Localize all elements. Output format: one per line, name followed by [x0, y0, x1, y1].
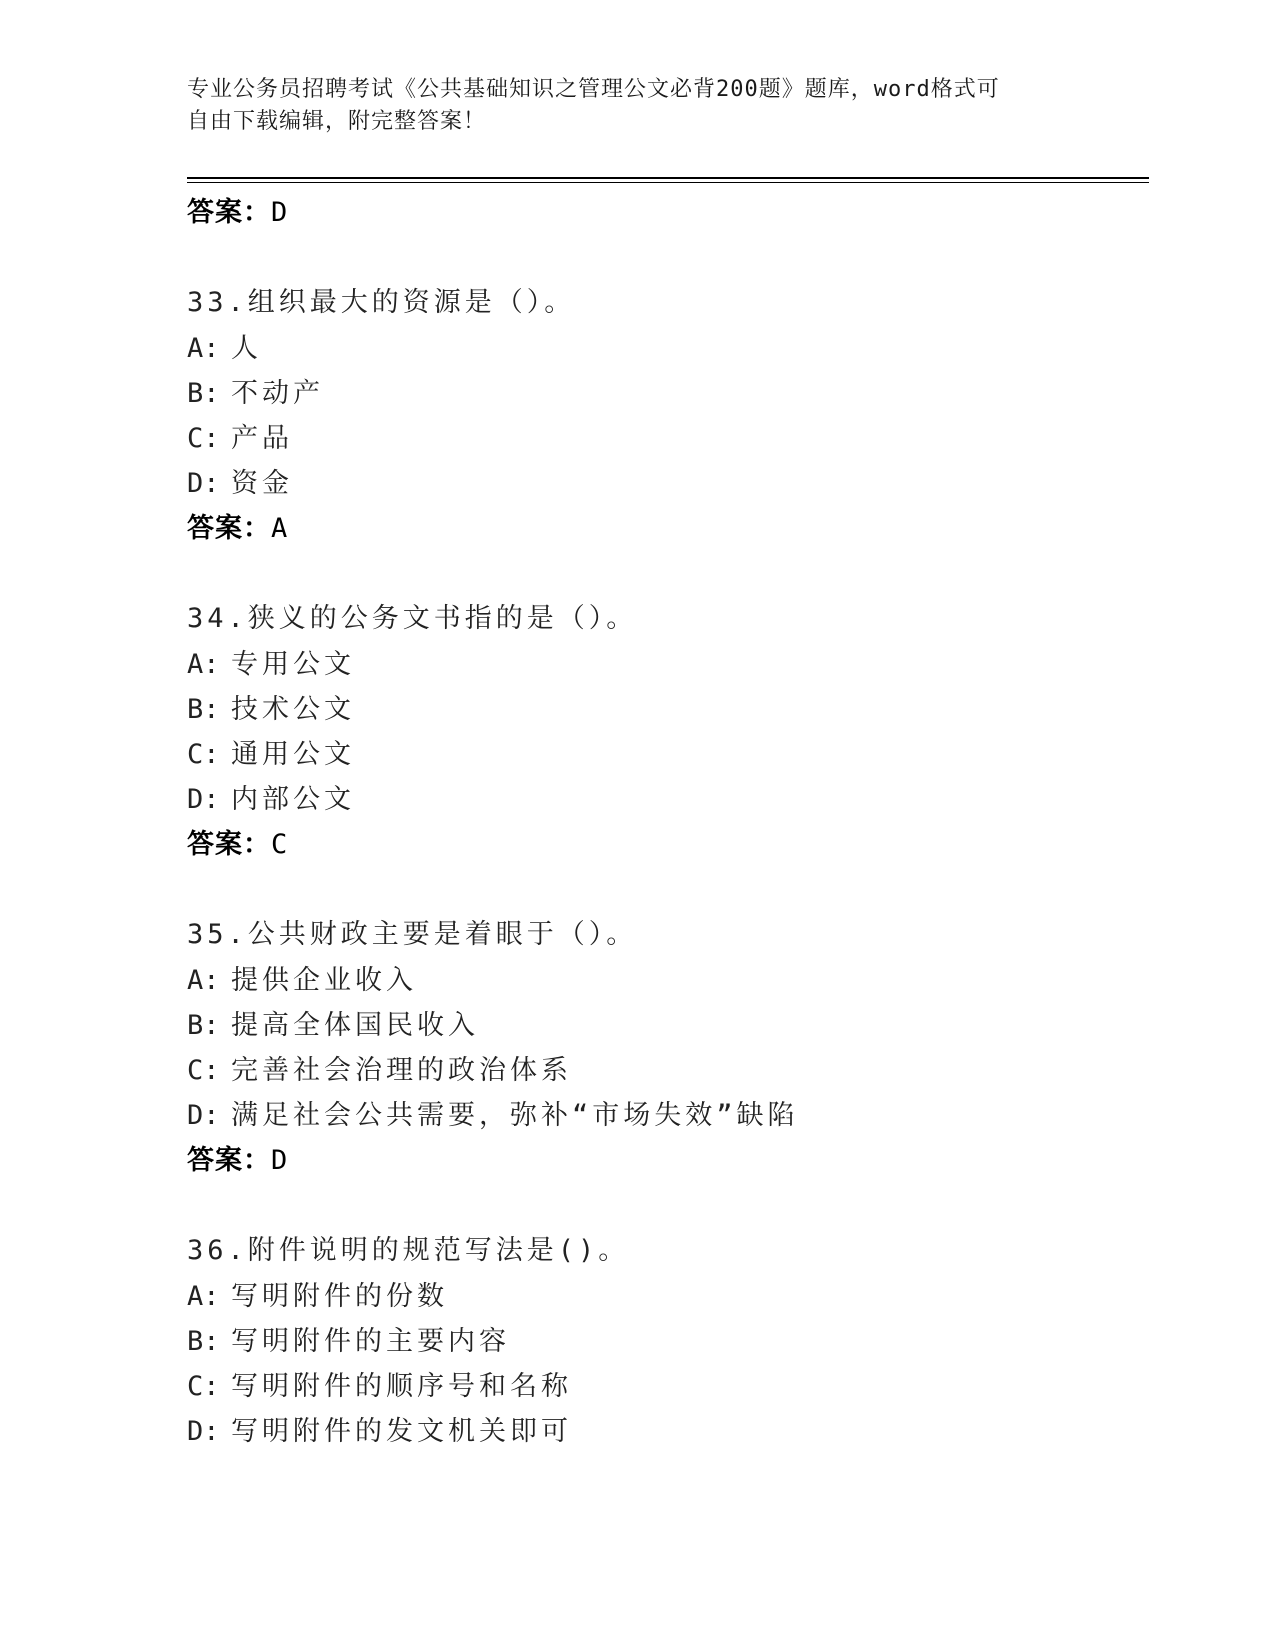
option-key: D:	[187, 468, 220, 499]
spacer	[187, 552, 1147, 596]
option-key: B:	[187, 378, 220, 409]
answer-line	[187, 190, 1147, 236]
answer-label: 答案：	[187, 829, 271, 860]
answer-value: D	[271, 1145, 289, 1176]
option-key: D:	[187, 1416, 220, 1447]
option-text: 内部公文	[231, 784, 355, 815]
answer-value: A	[271, 513, 289, 544]
option-key: A:	[187, 965, 220, 996]
question-stem: 33.组织最大的资源是（）。	[187, 287, 576, 318]
option-key: A:	[187, 1281, 220, 1312]
answer-line	[187, 822, 1147, 868]
option-text: 提高全体国民收入	[231, 1010, 479, 1041]
option-a	[187, 642, 1147, 687]
option-c	[187, 1048, 1147, 1093]
option-text: 满足社会公共需要，弥补“市场失效”缺陷	[231, 1100, 799, 1131]
option-key: C:	[187, 423, 220, 454]
option-key: A:	[187, 333, 220, 364]
option-c	[187, 416, 1147, 461]
document-header	[187, 74, 1067, 138]
option-c	[187, 732, 1147, 777]
answer-line	[187, 1138, 1147, 1184]
option-b	[187, 687, 1147, 732]
spacer	[187, 236, 1147, 280]
question-stem: 35.公共财政主要是着眼于（）。	[187, 919, 638, 950]
question-stem: 36.附件说明的规范写法是()。	[187, 1235, 630, 1266]
option-key: A:	[187, 649, 220, 680]
option-text: 通用公文	[231, 739, 355, 770]
option-a	[187, 958, 1147, 1003]
answer-label: 答案：	[187, 1145, 271, 1176]
option-text: 产品	[231, 423, 293, 454]
option-key: D:	[187, 1100, 220, 1131]
option-key: B:	[187, 1010, 220, 1041]
option-text: 不动产	[231, 378, 324, 409]
option-d	[187, 1409, 1147, 1454]
option-b	[187, 1319, 1147, 1364]
option-key: C:	[187, 739, 220, 770]
question-list	[187, 190, 1147, 1454]
spacer	[187, 1184, 1147, 1228]
answer-line	[187, 506, 1147, 552]
option-key: B:	[187, 1326, 220, 1357]
option-text: 写明附件的发文机关即可	[231, 1416, 572, 1447]
option-d	[187, 461, 1147, 506]
header-rule-thick	[187, 177, 1149, 179]
option-b	[187, 1003, 1147, 1048]
option-text: 完善社会治理的政治体系	[231, 1055, 572, 1086]
answer-value: D	[271, 197, 289, 228]
answer-label: 答案：	[187, 197, 271, 228]
header-line-2: 自由下载编辑，附完整答案！	[187, 109, 487, 134]
option-d	[187, 777, 1147, 822]
option-b	[187, 371, 1147, 416]
option-text: 写明附件的主要内容	[231, 1326, 510, 1357]
option-c	[187, 1364, 1147, 1409]
option-text: 技术公文	[231, 694, 355, 725]
option-key: C:	[187, 1371, 220, 1402]
option-text: 提供企业收入	[231, 965, 417, 996]
answer-label: 答案：	[187, 513, 271, 544]
option-text: 资金	[231, 468, 293, 499]
option-key: B:	[187, 694, 220, 725]
option-text: 写明附件的顺序号和名称	[231, 1371, 572, 1402]
option-d	[187, 1093, 1147, 1138]
option-a	[187, 1274, 1147, 1319]
spacer	[187, 868, 1147, 912]
option-key: D:	[187, 784, 220, 815]
question-stem: 34.狭义的公务文书指的是（）。	[187, 603, 638, 634]
option-text: 人	[231, 333, 262, 364]
option-key: C:	[187, 1055, 220, 1086]
answer-value: C	[271, 829, 289, 860]
header-rule-thin	[187, 182, 1149, 183]
option-a	[187, 326, 1147, 371]
option-text: 专用公文	[231, 649, 355, 680]
header-line-1: 专业公务员招聘考试《公共基础知识之管理公文必背200题》题库，word格式可	[187, 77, 1000, 102]
option-text: 写明附件的份数	[231, 1281, 448, 1312]
